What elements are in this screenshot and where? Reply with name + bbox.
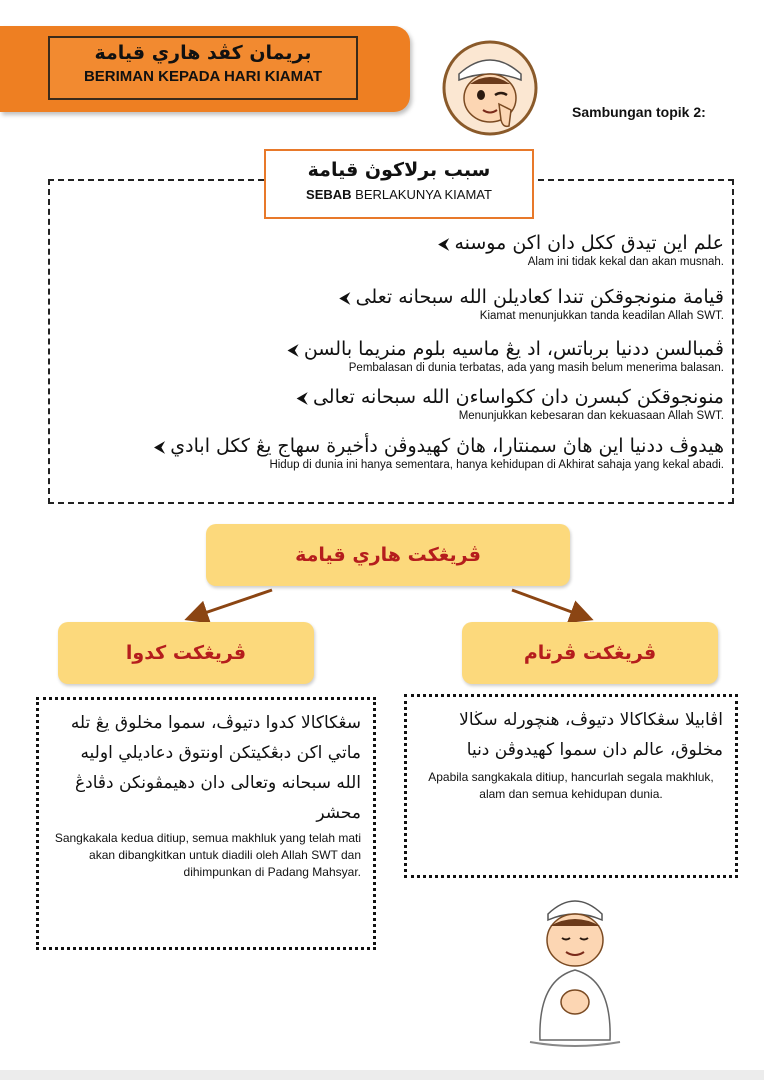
arrow-bullet-icon: ⮜ bbox=[438, 234, 455, 253]
cause-item bbox=[335, 286, 724, 322]
stage-first-desc-english: Apabila sangkakala ditiup, hancurlah segala makhluk, alam dan semua kehidupan dunia. bbox=[428, 770, 714, 801]
stage-second-desc-english: Sangkakala kedua ditiup, semua makhluk yang telah mati akan dibangkitkan untuk diadili oleh Allah SWT dan dihimpunkan di Padang Mahsyar. bbox=[54, 831, 361, 879]
arrow-bullet-icon: ⮜ bbox=[287, 340, 304, 359]
cause-item bbox=[292, 386, 724, 422]
cause-text-arabic: ڤمبالسن ددنيا برباتس، اد يڠ ماسيه بلوم منريما بالسن bbox=[303, 338, 724, 360]
causes-title-arabic: سبب برلاكوڽ قيامة bbox=[307, 159, 491, 181]
cause-text-english: Menunjukkan kebesaran dan kekuasaan Allah SWT. bbox=[458, 410, 724, 422]
title-arabic: بريمان كڤد هاري قيامة bbox=[94, 42, 312, 64]
arrow-bullet-icon: ⮜ bbox=[339, 288, 356, 307]
stages-header: ڤريڠكت هاري قيامة bbox=[206, 524, 570, 586]
causes-title-english bbox=[266, 187, 532, 202]
arrow-left-icon bbox=[190, 590, 272, 618]
causes-title-bold: SEBAB bbox=[306, 187, 352, 202]
cause-text-english: Kiamat menunjukkan tanda keadilan Allah SWT. bbox=[479, 310, 724, 322]
stage-first-label: ڤريڠكت ڤرتام bbox=[462, 622, 718, 684]
stage-first-description bbox=[404, 694, 738, 878]
title-english: BERIMAN KEPADA HARI KIAMAT bbox=[83, 68, 323, 85]
arrow-right-icon bbox=[512, 590, 588, 618]
cause-item bbox=[283, 338, 724, 374]
cause-text-english: Pembalasan di dunia terbatas, ada yang masih belum menerima balasan. bbox=[348, 362, 724, 374]
arrow-bullet-icon: ⮜ bbox=[153, 437, 171, 456]
stage-arrows bbox=[180, 586, 600, 626]
causes-title-rest: BERLAKUNYA KIAMAT bbox=[351, 187, 492, 202]
bottom-strip bbox=[0, 1070, 764, 1080]
cause-item bbox=[150, 435, 724, 471]
stage-second-desc-arabic: سڠكاكالا كدوا دتيوڤ، سموا مخلوق يڠ تله ماتي اكن دبڠكيتكن اونتوق دعاديلي اوليه الله سبحانه وتعالى دان دهيمڤونكن دڤادڠ محشر bbox=[70, 713, 361, 823]
cause-text-english: Hidup di dunia ini hanya sementara, hanya kehidupan di Akhirat sahaja yang kekal abadi. bbox=[269, 459, 724, 471]
stage-first-desc-arabic: اڤابيلا سڠكاكالا دتيوڤ، هنچورله سڬالا مخلوق، عالم دان سموا كهيدوڤن دنيا bbox=[459, 710, 723, 760]
cause-text-arabic: علم اين تيدق ككل دان اكن موسنه bbox=[454, 232, 724, 254]
title-box bbox=[48, 36, 358, 100]
arrow-bullet-icon: ⮜ bbox=[296, 388, 313, 407]
cause-item bbox=[434, 232, 724, 268]
continuation-label: Sambungan topik 2: bbox=[572, 104, 706, 120]
boy-pointing-illustration bbox=[437, 40, 543, 136]
cause-text-arabic: منونجوقكن كبسرن دان ككواساءن الله سبحانه تعالى bbox=[312, 386, 724, 408]
cause-text-arabic: هيدوڤ ددنيا اين هاڽ سمنتارا، هاڽ كهيدوڤن دأخيرة سهاج يڠ ككل ابادي bbox=[170, 435, 724, 457]
cause-text-english: Alam ini tidak kekal dan akan musnah. bbox=[527, 256, 724, 268]
causes-title-box bbox=[264, 149, 534, 219]
boy-praying-illustration bbox=[520, 890, 630, 1050]
stage-second-label: ڤريڠكت كدوا bbox=[58, 622, 314, 684]
cause-text-arabic: قيامة منونجوقكن تندا كعاديلن الله سبحانه تعلى bbox=[355, 286, 724, 308]
stage-second-description bbox=[36, 697, 376, 950]
